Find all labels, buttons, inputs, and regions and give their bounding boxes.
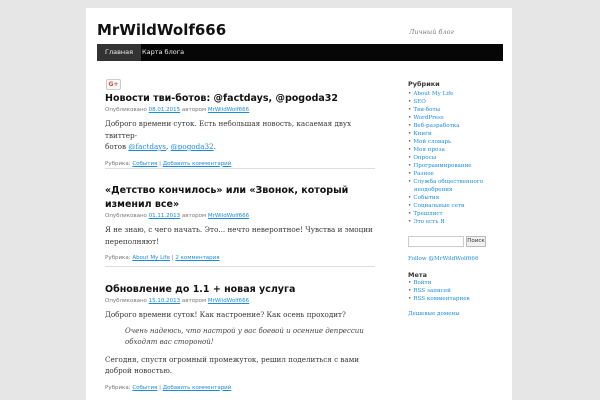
rubrics-list — [408, 90, 508, 226]
post — [105, 92, 375, 167]
comments-link[interactable]: Добавить комментарий — [162, 160, 232, 167]
post-meta: Опубликовано 08.01.2015 автором MrWildWolf666 — [105, 107, 250, 113]
rubric-item[interactable]: • Трешлист — [408, 210, 508, 218]
rubrics-title: Рубрики — [408, 80, 440, 88]
search-input[interactable] — [408, 236, 464, 247]
post-quote: Очень надеюсь, что настрой у вас боевой и осенние депрессии обходят вас стороной! — [125, 326, 364, 346]
post-footer: Рубрика: События | Добавить комментарий — [105, 160, 232, 167]
rubric-item[interactable]: • Книги — [408, 130, 508, 138]
site-title[interactable]: MrWildWolf666 — [97, 21, 227, 39]
rubric-item[interactable]: • Программирование — [408, 162, 508, 170]
rubric-item[interactable]: • Это есть Я — [408, 218, 508, 226]
meta-link-rss-posts[interactable]: • RSS записей — [408, 287, 470, 295]
meta-link-login[interactable]: • Войти — [408, 279, 470, 287]
pogoda32-link[interactable]: @pogoda32 — [170, 142, 214, 151]
site-description: Личный блог — [409, 28, 454, 36]
rubric-link[interactable]: События — [132, 384, 158, 391]
post-body: Доброго времени суток. Есть небольшая новость, касаемая двух твиттер- ботов @factdays, @pogoda32. — [105, 119, 352, 151]
post-body: Доброго времени суток! Как настроение? Как осень проходит? — [105, 310, 346, 319]
rubric-link[interactable]: About My Life — [132, 255, 170, 261]
search-button[interactable]: Поиск — [466, 236, 486, 247]
google-plus-icon[interactable]: G+ — [106, 79, 121, 90]
rubric-item[interactable]: • Опросы — [408, 154, 508, 162]
post-author-link[interactable]: MrWildWolf666 — [207, 213, 250, 219]
post-meta: Опубликовано 01.11.2013 автором MrWildWolf666 — [105, 213, 250, 219]
rubric-item[interactable]: • SEO — [408, 98, 508, 106]
rubric-item[interactable]: • Тви-боты — [408, 106, 508, 114]
rubric-item[interactable]: • Социальные сети — [408, 202, 508, 210]
post-title[interactable]: «Детство кончилось» или «Звонок, который изменил все» — [105, 185, 349, 210]
page — [86, 8, 512, 400]
rubric-item[interactable]: • WordPress — [408, 114, 508, 122]
rubric-item[interactable]: • Служба общественного — [408, 178, 508, 186]
post-author-link[interactable]: MrWildWolf666 — [207, 107, 250, 113]
post-title[interactable]: Обновление до 1.1 + новая услуга — [105, 284, 296, 295]
nav-item-home[interactable]: Главная — [97, 44, 141, 61]
post-date-link[interactable]: 15.10.2013 — [148, 298, 181, 304]
rubric-item[interactable]: • Разное — [408, 170, 508, 178]
post — [105, 283, 375, 391]
rubric-link[interactable]: События — [132, 160, 158, 167]
search-form — [408, 236, 508, 248]
rubric-item[interactable]: • Веб-разработка — [408, 122, 508, 130]
rubric-item[interactable]: неодобрения — [414, 187, 453, 193]
factdays-link[interactable]: @factdays — [128, 142, 166, 151]
post-date-link[interactable]: 08.01.2015 — [148, 107, 181, 113]
post-author-link[interactable]: MrWildWolf666 — [207, 298, 250, 304]
post-body: Сегодня, спустя огромный промежуток, решил поделиться с вами доброй новостью. — [105, 354, 360, 375]
post-footer: Рубрика: About My Life | 2 комментария — [105, 255, 220, 261]
follow-link[interactable]: Follow @MrWildWolf666 — [408, 256, 479, 262]
sidebar — [408, 80, 508, 317]
comments-link[interactable]: 2 комментария — [175, 255, 220, 261]
rubric-item[interactable]: • About My Life — [408, 90, 508, 98]
meta-title: Мета — [408, 271, 428, 279]
post — [105, 184, 375, 261]
divider — [105, 266, 375, 267]
nav-item-sitemap[interactable]: Карта блога — [142, 48, 185, 56]
meta-link-rss-comments[interactable]: • RSS комментариев — [408, 295, 470, 303]
post-date-link[interactable]: 01.11.2013 — [148, 213, 181, 219]
main-nav — [97, 44, 503, 61]
divider — [105, 168, 375, 169]
meta-list — [408, 279, 470, 303]
post-meta: Опубликовано 15.10.2013 автором MrWildWolf666 — [105, 298, 250, 304]
post-body: Я не знаю, с чего начать. Это... нечто невероятное! Чувства и эмоции переполняют! — [105, 225, 373, 246]
rubric-item[interactable]: • Мой словарь — [408, 138, 508, 146]
domains-link[interactable]: Дешевые домены — [408, 311, 460, 317]
post-title[interactable]: Новости тви-ботов: @factdays, @pogoda32 — [105, 93, 339, 104]
comments-link[interactable]: Добавить комментарий — [162, 384, 232, 391]
rubric-item[interactable]: • События — [408, 194, 508, 202]
post-footer: Рубрика: События | Добавить комментарий — [105, 384, 232, 391]
rubric-item[interactable]: • Моя проза — [408, 146, 508, 154]
